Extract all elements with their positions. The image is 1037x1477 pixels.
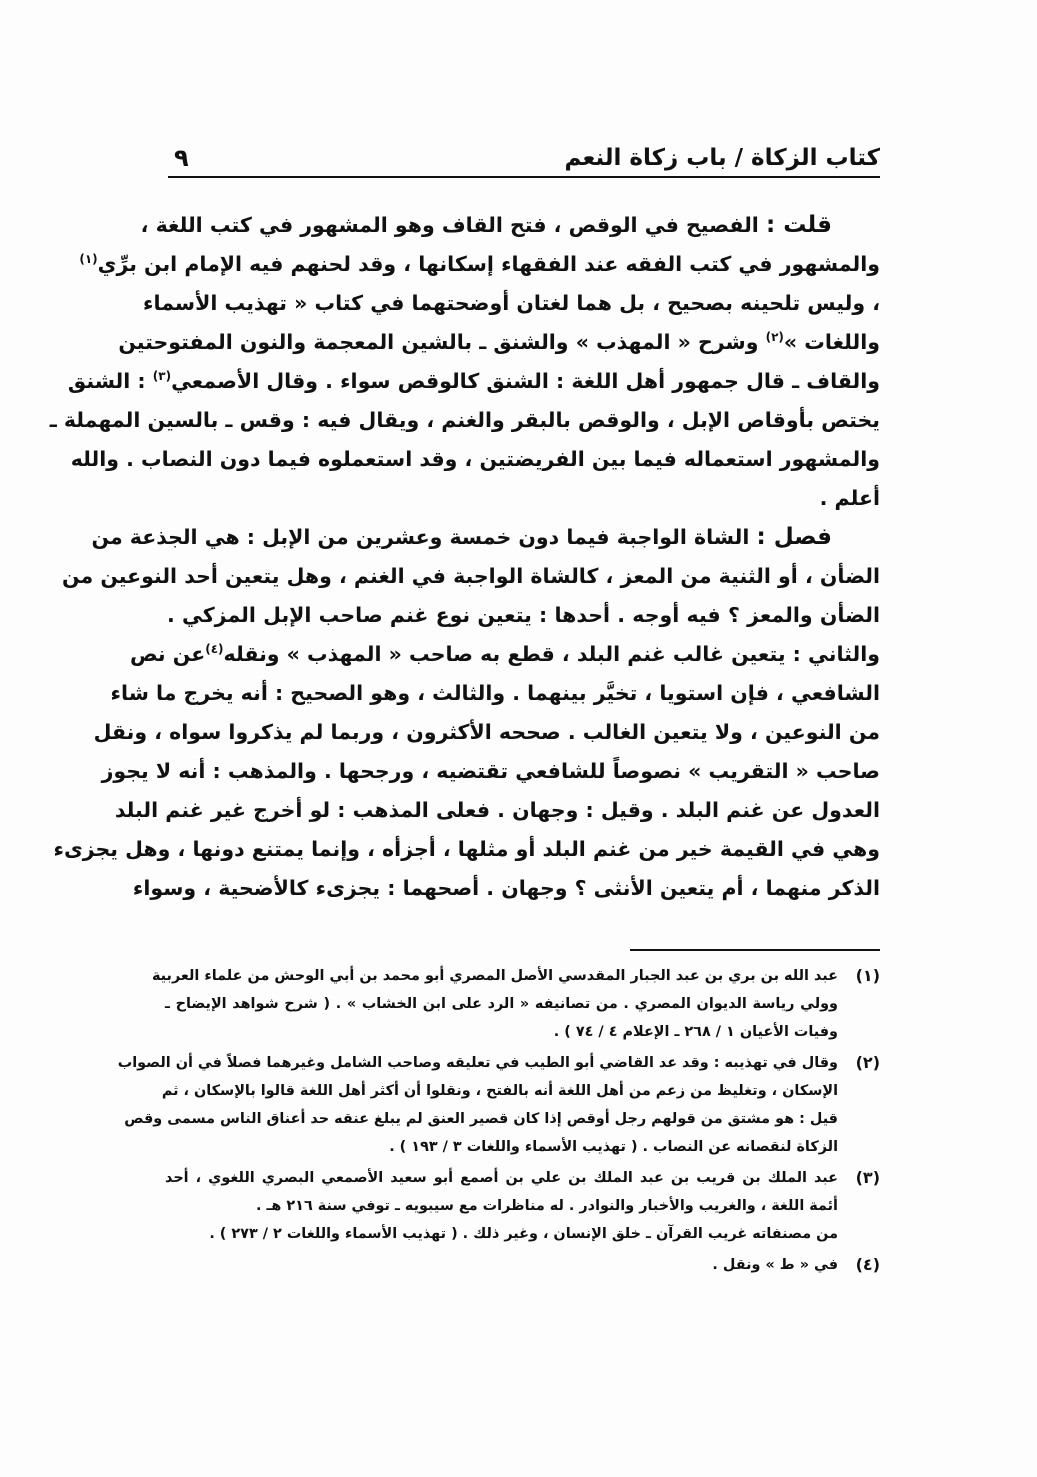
running-title: كتاب الزكاة / باب زكاة النعم bbox=[564, 145, 880, 171]
footnote-ref: (١) bbox=[79, 252, 98, 267]
text-line: والمشهور في كتب الفقه عند الفقهاء إسكانها ، وقد لحنهم فيه الإمام ابن برِّي$^{(١)}$ bbox=[79, 252, 880, 276]
text-line: أعلم . bbox=[819, 486, 880, 510]
footnote-number: (١) bbox=[855, 966, 880, 985]
footnote-line: وفيات الأعيان ١ / ٢٦٨ ـ الإعلام ٤ / ٧٤ ) . bbox=[553, 1024, 838, 1040]
text-line: يختص بأوقاص الإبل ، والوقص بالبقر والغنم ، ويقال فيه : وقس ـ بالسين المهملة ـ bbox=[49, 408, 880, 432]
footnote-number: (٣) bbox=[855, 1168, 880, 1187]
footnote-line: عبد الله بن بري بن عبد الجبار المقدسي الأصل المصري أبو محمد بن أبي الوحش من علماء العربية bbox=[151, 968, 838, 984]
footnote-divider bbox=[630, 949, 880, 951]
text-line: وهي في القيمة خير من غنم البلد أو مثلها ، أجزأه ، وإنما يمتنع دونها ، وهل يجزىء bbox=[53, 837, 880, 861]
text-line: واللغات »$^{(٢)}$ وشرح « المهذب » والشنق ـ بالشين المعجمة والنون المفتوحتين bbox=[118, 330, 880, 354]
footnote bbox=[151, 962, 880, 1046]
text-line: الضأن والمعز ؟ فيه أوجه . أحدها : يتعين نوع غنم صاحب الإبل المزكي . bbox=[167, 603, 880, 627]
footnote bbox=[165, 1164, 880, 1248]
footnote-line: الزكاة لنقصانه عن النصاب . ( تهذيب الأسماء واللغات ٣ / ١٩٣ ) . bbox=[389, 1139, 838, 1155]
text-line: ، وليس تلحينه بصحيح ، بل هما لغتان أوضحتهما في كتاب « تهذيب الأسماء bbox=[143, 291, 880, 315]
text-line: العدول عن غنم البلد . وقيل : وجهان . فعلى المذهب : لو أخرج غير غنم البلد bbox=[114, 798, 880, 822]
footnote-ref: (٢) bbox=[765, 330, 784, 345]
footnote-number: (٢) bbox=[855, 1053, 880, 1072]
footnote-line: وقال في تهذيبه : وقد عد القاضي أبو الطيب في تعليقه وصاحب الشامل وغيرهما فصلاً في أن الصواب bbox=[117, 1055, 838, 1071]
footnotes bbox=[117, 962, 880, 1282]
footnote-line: الإسكان ، وتغليظ من زعم من أهل اللغة أنه بالفتح ، ونقلوا أن أكثر أهل اللغة قالوا بالإسكان ، ثم bbox=[161, 1083, 838, 1099]
footnote-line: قيل : هو مشتق من قولهم رجل أوقص إذا كان قصير العنق لم يبلغ عنقه حد أعناق الناس مسمى وقص bbox=[124, 1111, 838, 1127]
footnote-line: في « ط » ونقل . bbox=[712, 1257, 838, 1273]
text-line: والمشهور استعماله فيما بين الفريضتين ، وقد استعملوه فيما دون النصاب . والله bbox=[70, 447, 880, 471]
text-line: الضأن ، أو الثنية من المعز ، كالشاة الواجبة في الغنم ، وهل يتعين أحد النوعين من bbox=[62, 564, 880, 588]
footnote-line: أئمة اللغة ، والغريب والأخبار والنوادر . له مناظرات مع سيبويه ـ توفي سنة ٢١٦ هـ . bbox=[256, 1198, 838, 1214]
text-line: صاحب « التقريب » نصوصاً للشافعي تقتضيه ، ورجحها . والمذهب : أنه لا يجوز bbox=[101, 759, 880, 783]
page-number: ٩ bbox=[174, 144, 189, 172]
footnote-number: (٤) bbox=[855, 1255, 880, 1274]
text-line: قلت : الفصيح في الوقص ، فتح القاف وهو المشهور في كتب اللغة ، bbox=[140, 212, 832, 238]
paragraph-lead: قلت : bbox=[765, 212, 832, 238]
footnote-ref: (٤) bbox=[205, 642, 224, 657]
page-header bbox=[168, 140, 880, 178]
footnote-line: عبد الملك بن قريب بن عبد الملك بن علي بن أصمع أبو سعيد الأصمعي البصري اللغوي ، أحد bbox=[165, 1170, 838, 1186]
text-line: والثاني : يتعين غالب غنم البلد ، قطع به صاحب « المهذب » ونقله$^{(٤)}$عن نص bbox=[129, 642, 880, 666]
footnote bbox=[117, 1049, 880, 1161]
main-text bbox=[49, 206, 880, 908]
text-line: فصل : الشاة الواجبة فيما دون خمسة وعشرين من الإبل : هي الجذعة من bbox=[91, 524, 832, 550]
footnote bbox=[165, 1251, 880, 1279]
footnote-ref: (٣) bbox=[152, 369, 172, 384]
paragraph-lead: فصل : bbox=[756, 524, 832, 550]
text-line: الذكر منهما ، أم يتعين الأنثى ؟ وجهان . أصحهما : يجزىء كالأضحية ، وسواء bbox=[132, 876, 880, 900]
text-line: والقاف ـ قال جمهور أهل اللغة : الشنق كالوقص سواء . وقال الأصمعي$^{(٣)}$ : الشنق bbox=[67, 369, 880, 393]
text-line: من النوعين ، ولا يتعين الغالب . صححه الأكثرون ، وربما لم يذكروا سواه ، ونقل bbox=[93, 720, 880, 744]
footnote-line: وولي رياسة الديوان المصري . من تصانيفه « الرد على ابن الخشاب » . ( شرح شواهد الإيضاح ـ bbox=[165, 996, 838, 1012]
text-line: الشافعي ، فإن استويا ، تخيَّر بينهما . والثالث ، وهو الصحيح : أنه يخرج ما شاء bbox=[110, 681, 880, 705]
footnote-line: من مصنفاته غريب القرآن ـ خلق الإنسان ، وغير ذلك . ( تهذيب الأسماء واللغات ٢ / ٢٧٣ ) . bbox=[209, 1226, 838, 1242]
